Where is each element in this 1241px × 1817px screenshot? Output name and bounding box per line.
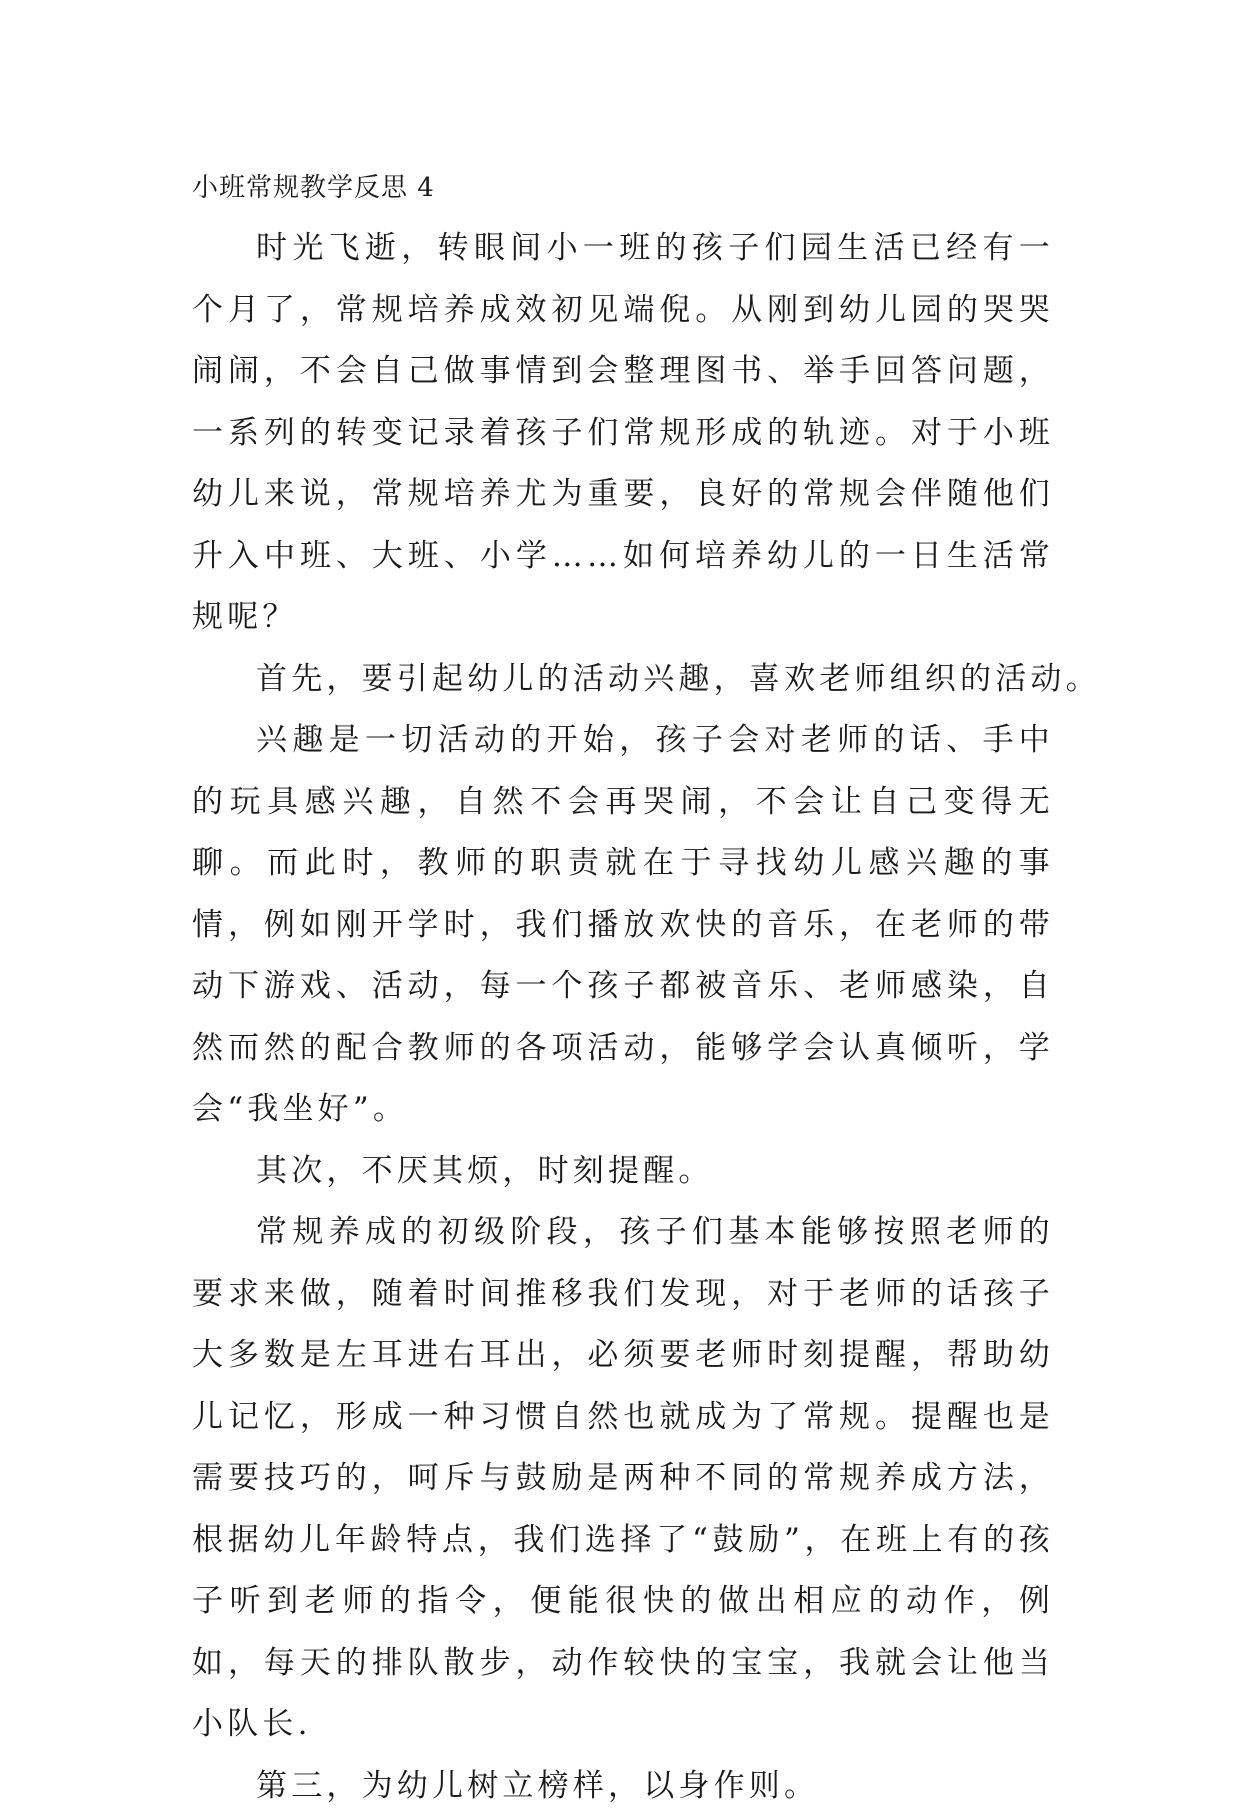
paragraph-point-1-heading: 首先，要引起幼儿的活动兴趣，喜欢老师组织的活动。: [192, 649, 1054, 711]
paragraph-point-2-heading: 其次，不厌其烦，时刻提醒。: [192, 1141, 1054, 1203]
document-body: [192, 158, 1054, 1817]
document-title: 小班常规教学反思 4: [192, 158, 1054, 218]
paragraph-point-2-body: 常规养成的初级阶段，孩子们基本能够按照老师的要求来做，随着时间推移我们发现，对于老师的话孩子大多数是左耳进右耳出，必须要老师时刻提醒，帮助幼儿记忆，形成一种习惯自然也就成为了常规。提醒也是需要技巧的，呵斥与鼓励是两种不同的常规养成方法，根据幼儿年龄特点，我们选择了“鼓励”，在班上有的孩子听到老师的指令，便能很快的做出相应的动作，例如，每天的排队散步，动作较快的宝宝，我就会让他当小队长.: [192, 1202, 1054, 1756]
paragraph-intro: 时光飞逝，转眼间小一班的孩子们园生活已经有一个月了，常规培养成效初见端倪。从刚到幼儿园的哭哭闹闹，不会自己做事情到会整理图书、举手回答问题，一系列的转变记录着孩子们常规形成的轨迹。对于小班幼儿来说，常规培养尤为重要，良好的常规会伴随他们升入中班、大班、小学……如何培养幼儿的一日生活常规呢？: [192, 218, 1054, 649]
paragraph-point-3-heading: 第三，为幼儿树立榜样，以身作则。: [192, 1756, 1054, 1817]
paragraph-point-1-body: 兴趣是一切活动的开始，孩子会对老师的话、手中的玩具感兴趣，自然不会再哭闹，不会让自己变得无聊。而此时，教师的职责就在于寻找幼儿感兴趣的事情，例如刚开学时，我们播放欢快的音乐，在老师的带动下游戏、活动，每一个孩子都被音乐、老师感染，自然而然的配合教师的各项活动，能够学会认真倾听，学会“我坐好”。: [192, 710, 1054, 1141]
